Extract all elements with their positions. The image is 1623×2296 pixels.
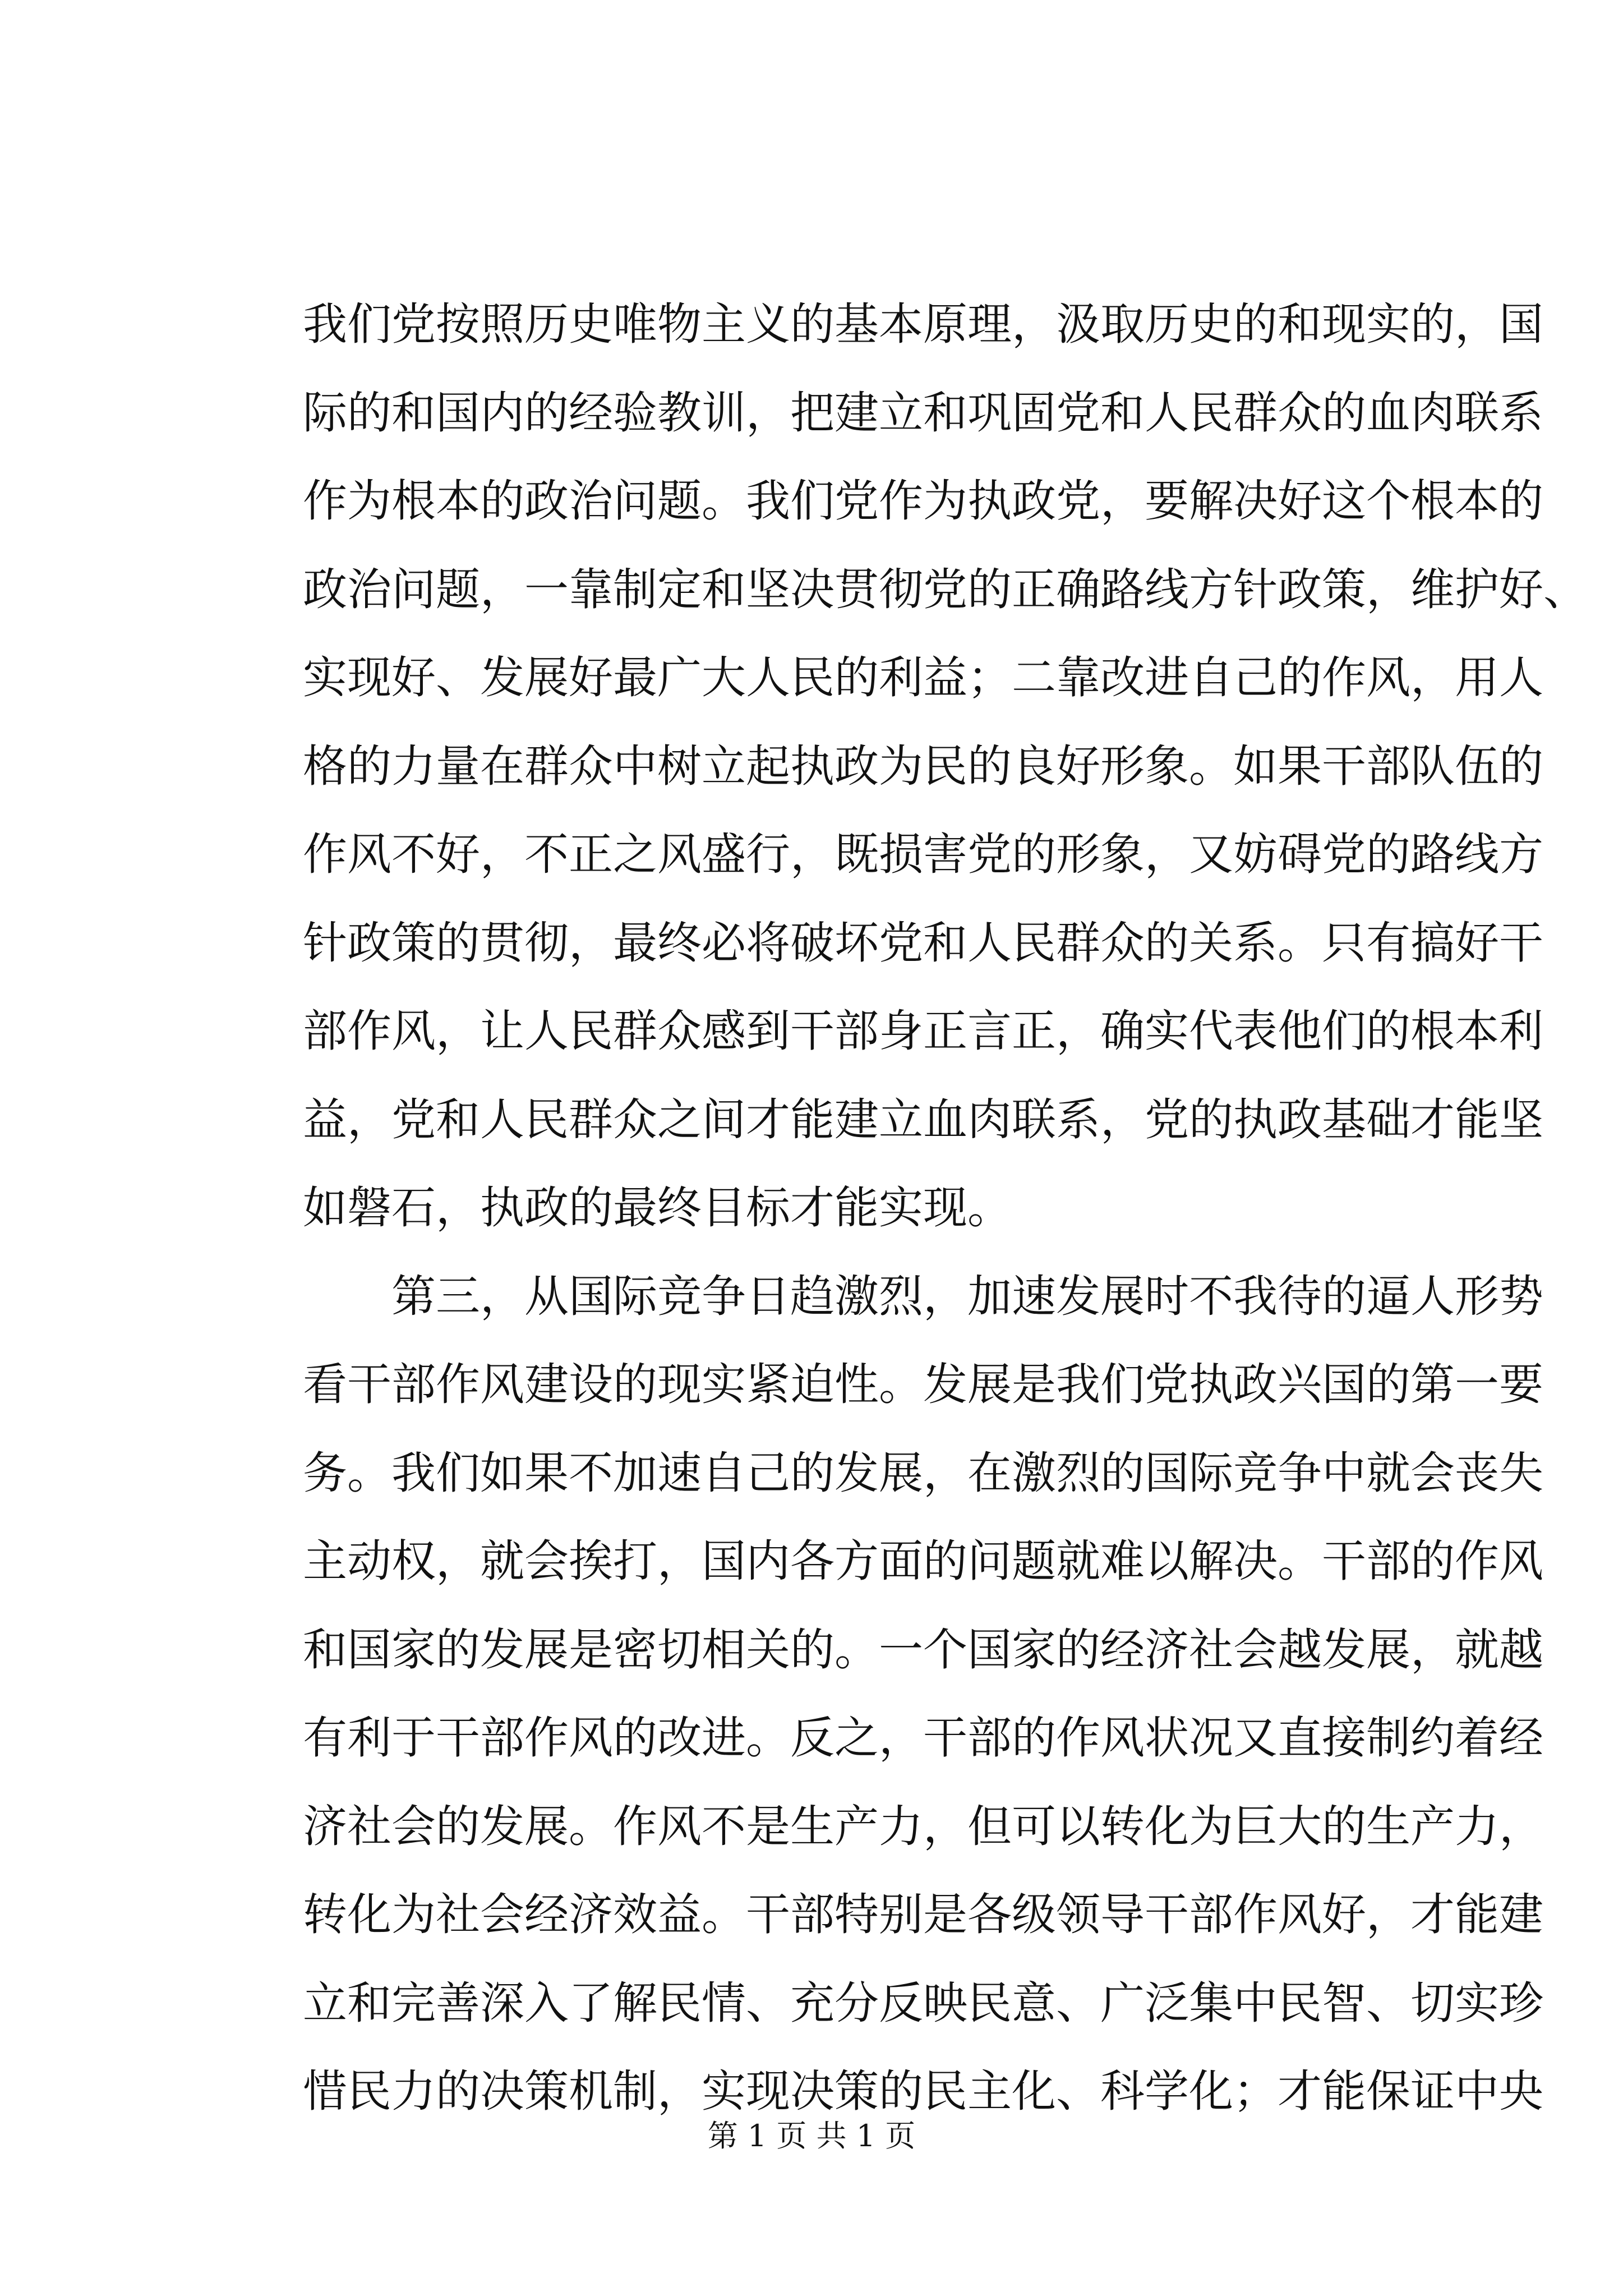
page-footer bbox=[0, 2112, 1623, 2155]
text-line: 立和完善深入了解民情、充分反映民意、广泛集中民智、切实珍 bbox=[303, 1977, 1543, 2029]
text-line: 有利于干部作风的改进。反之，干部的作风状况又直接制约着经 bbox=[303, 1712, 1543, 1764]
text-line: 转化为社会经济效益。干部特别是各级领导干部作风好，才能建 bbox=[303, 1889, 1543, 1940]
body-text bbox=[303, 280, 1588, 2136]
text-line: 济社会的发展。作风不是生产力，但可以转化为巨大的生产力， bbox=[303, 1800, 1543, 1852]
text-line: 务。我们如果不加速自己的发展，在激烈的国际竞争中就会丧失 bbox=[303, 1447, 1543, 1499]
text-line: 我们党按照历史唯物主义的基本原理，汲取历史的和现实的，国 bbox=[303, 298, 1543, 350]
text-line: 作为根本的政治问题。我们党作为执政党，要解决好这个根本的 bbox=[303, 475, 1543, 527]
text-line: 针政策的贯彻，最终必将破坏党和人民群众的关系。只有搞好干 bbox=[303, 917, 1543, 969]
text-line: 第三，从国际竞争日趋激烈，加速发展时不我待的逼人形势 bbox=[391, 1270, 1543, 1322]
text-line: 部作风，让人民群众感到干部身正言正，确实代表他们的根本利 bbox=[303, 1005, 1543, 1057]
text-line: 益，党和人民群众之间才能建立血肉联系，党的执政基础才能坚 bbox=[303, 1093, 1543, 1145]
text-line: 格的力量在群众中树立起执政为民的良好形象。如果干部队伍的 bbox=[303, 740, 1543, 792]
text-line: 实现好、发展好最广大人民的利益；二靠改进自己的作风，用人 bbox=[303, 652, 1543, 703]
text-line: 作风不好，不正之风盛行，既损害党的形象，又妨碍党的路线方 bbox=[303, 829, 1543, 880]
text-line: 政治问题，一靠制定和坚决贯彻党的正确路线方针政策，维护好、 bbox=[303, 563, 1588, 615]
page-number: 第 1 页 共 1 页 bbox=[707, 2118, 916, 2154]
text-line: 看干部作风建设的现实紧迫性。发展是我们党执政兴国的第一要 bbox=[303, 1359, 1543, 1410]
text-line: 和国家的发展是密切相关的。一个国家的经济社会越发展，就越 bbox=[303, 1623, 1543, 1676]
text-line: 惜民力的决策机制，实现决策的民主化、科学化；才能保证中央 bbox=[303, 2065, 1543, 2117]
text-line: 如磐石，执政的最终目标才能实现。 bbox=[303, 1182, 1012, 1234]
text-line: 际的和国内的经验教训，把建立和巩固党和人民群众的血肉联系 bbox=[303, 386, 1543, 439]
text-line: 主动权，就会挨打，国内各方面的问题就难以解决。干部的作风 bbox=[303, 1535, 1543, 1587]
